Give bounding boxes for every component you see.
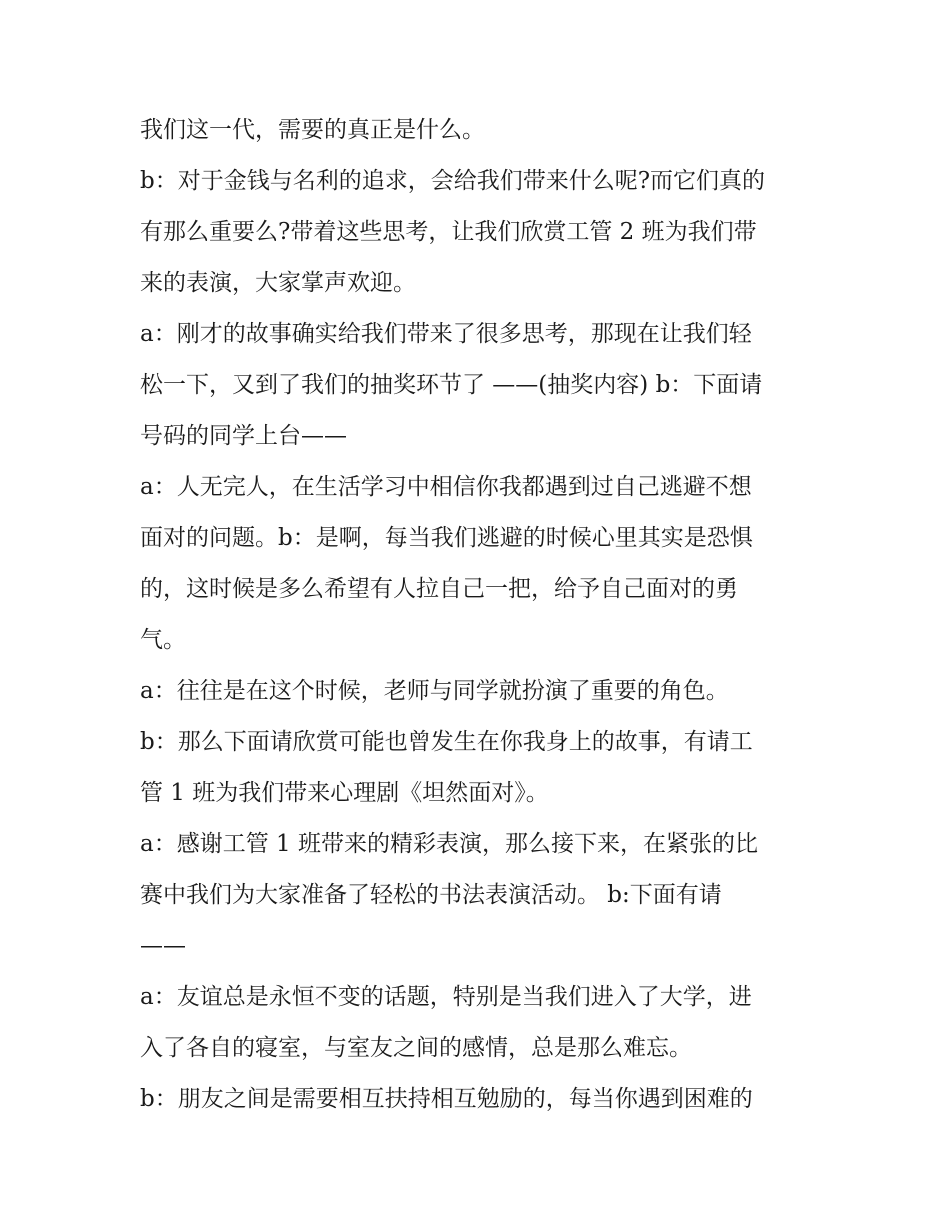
text-line: 来的表演，大家掌声欢迎。 [140, 270, 416, 296]
text-line: a：友谊总是永恒不变的话题，特别是当我们进入了大学，进 [140, 984, 752, 1010]
text-line: 号码的同学上台—— [140, 423, 347, 449]
text-line: 松一下，又到了我们的抽奖环节了 ——(抽奖内容) b：下面请 [140, 372, 763, 398]
text-line: 面对的问题。b：是啊，每当我们逃避的时候心里其实是恐惧 [140, 525, 753, 551]
text-line: 入了各自的寝室，与室友之间的感情，总是那么难忘。 [140, 1035, 692, 1061]
text-line: —— [140, 933, 186, 959]
document-body [140, 105, 820, 1125]
text-line: a：往往是在这个时候，老师与同学就扮演了重要的角色。 [140, 678, 729, 704]
text-line: 的，这时候是多么希望有人拉自己一把，给予自己面对的勇 [140, 576, 738, 602]
text-line: b：朋友之间是需要相互扶持相互勉励的，每当你遇到困难的 [140, 1086, 753, 1112]
text-line: a：刚才的故事确实给我们带来了很多思考，那现在让我们轻 [140, 321, 752, 347]
text-line: a：人无完人，在生活学习中相信你我都遇到过自己逃避不想 [140, 474, 752, 500]
text-line: b：对于金钱与名利的追求，会给我们带来什么呢?而它们真的 [140, 168, 766, 194]
text-line: 有那么重要么?带着这些思考，让我们欣赏工管 2 班为我们带 [140, 219, 757, 245]
text-line: a：感谢工管 1 班带来的精彩表演，那么接下来，在紧张的比 [140, 831, 758, 857]
text-line: 我们这一代，需要的真正是什么。 [140, 117, 485, 143]
text-line: 管 1 班为我们带来心理剧《坦然面对》。 [140, 780, 549, 806]
text-line: 气。 [140, 627, 186, 653]
text-line: 赛中我们为大家准备了轻松的书法表演活动。 b:下面有请 [140, 882, 722, 908]
text-line: b：那么下面请欣赏可能也曾发生在你我身上的故事，有请工 [140, 729, 753, 755]
